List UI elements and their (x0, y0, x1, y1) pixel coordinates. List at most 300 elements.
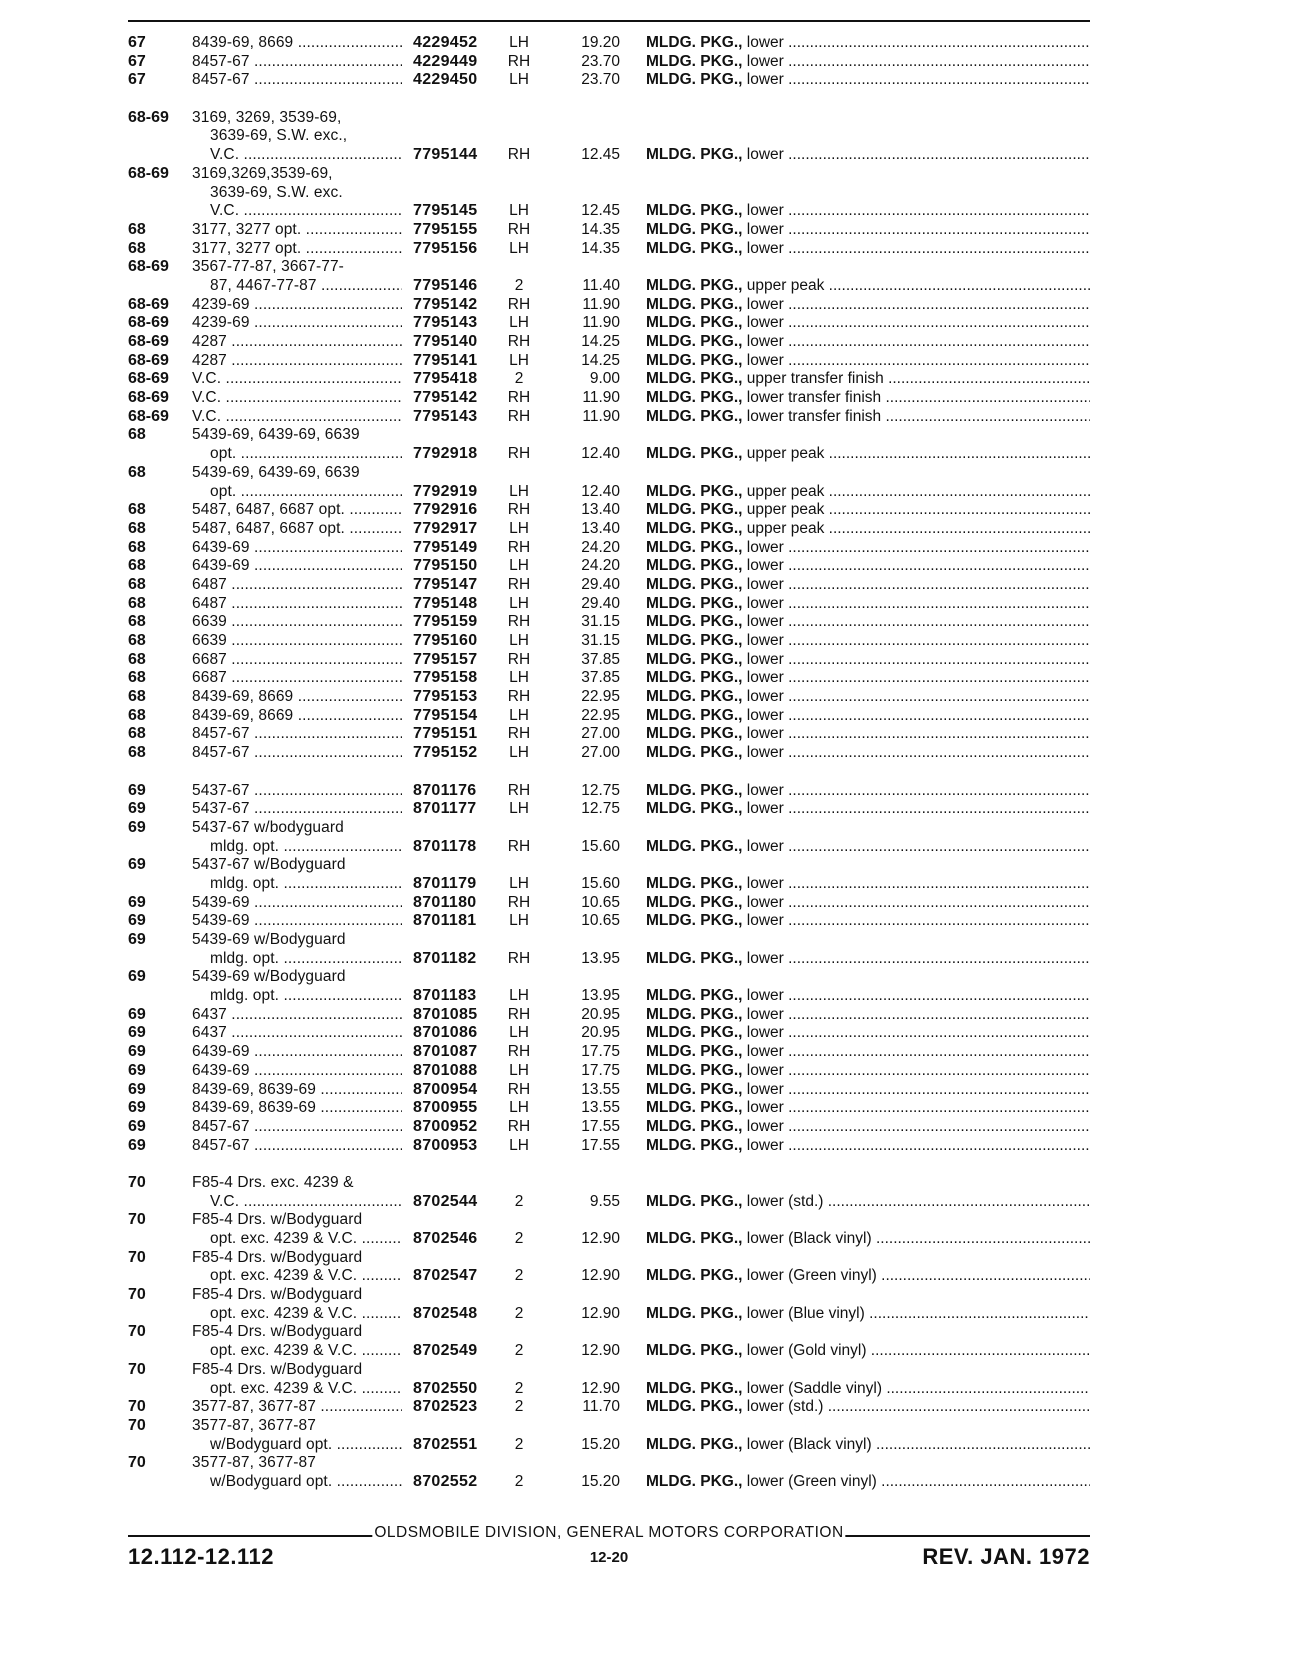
part-number: 8701182 (413, 949, 477, 967)
part-number: 8700953 (413, 1136, 478, 1154)
description-cell (646, 1436, 1090, 1455)
model-numbers: 4287 (192, 351, 227, 369)
table-row (128, 613, 1090, 632)
price: 29.40 (581, 575, 620, 593)
table-row (128, 184, 1090, 203)
description-name: MLDG. PKG., (646, 389, 743, 407)
description-cell (646, 838, 1090, 857)
description-name: MLDG. PKG., (646, 1192, 743, 1210)
model-cell (210, 483, 402, 502)
description-detail: lower transfer finish (746, 389, 882, 407)
description-name: MLDG. PKG., (646, 1472, 743, 1490)
model-numbers: 5487, 6487, 6687 opt. (192, 501, 345, 519)
model-numbers: 6439-69 (192, 1043, 250, 1061)
description-detail: lower (746, 744, 784, 762)
description-cell (646, 1305, 1090, 1324)
model-year: 69 (128, 1117, 146, 1135)
model-year: 67 (128, 34, 146, 51)
description-cell (646, 875, 1090, 894)
model-numbers: opt. exc. 4239 & V.C. (210, 1379, 358, 1397)
part-number: 7795150 (413, 557, 478, 575)
description-cell (646, 1398, 1090, 1417)
side-or-quantity: RH (507, 295, 531, 313)
model-cell (192, 782, 402, 801)
table-row (128, 539, 1090, 558)
description-cell (646, 221, 1090, 240)
table-row (128, 1267, 1090, 1286)
description-cell (646, 632, 1090, 651)
description-detail: lower (746, 34, 784, 51)
description-name: MLDG. PKG., (646, 744, 743, 762)
description-cell (646, 501, 1090, 520)
table-row (128, 1211, 1090, 1230)
description-detail: lower (746, 1136, 784, 1154)
model-year: 70 (128, 1416, 146, 1434)
model-year: 68 (128, 594, 146, 612)
model-cell (210, 987, 402, 1006)
description-name: MLDG. PKG., (646, 949, 743, 967)
model-numbers: 3639-69, S.W. exc., (210, 127, 348, 145)
side-or-quantity: RH (507, 893, 531, 911)
table-row (128, 1230, 1090, 1249)
model-cell (192, 669, 402, 688)
model-cell (192, 595, 402, 614)
model-cell (192, 539, 402, 558)
model-cell (192, 389, 402, 408)
table-row (128, 875, 1090, 894)
description-detail: lower (746, 146, 784, 164)
description-detail: upper peak (746, 482, 825, 500)
model-cell (192, 520, 402, 539)
model-year: 68-69 (128, 370, 169, 388)
price: 12.40 (581, 445, 620, 463)
description-cell (646, 1043, 1090, 1062)
model-numbers: 3567-77-87, 3667-77- (192, 258, 344, 276)
model-year: 70 (128, 1323, 146, 1341)
description-cell (646, 352, 1090, 371)
part-number: 8702546 (413, 1230, 478, 1247)
price: 13.55 (581, 1080, 620, 1098)
table-row (128, 1118, 1090, 1137)
model-year: 70 (128, 1454, 146, 1472)
model-numbers: mldg. opt. (210, 837, 280, 855)
model-numbers: w/Bodyguard opt. (210, 1472, 333, 1490)
model-year: 69 (128, 1061, 146, 1079)
model-numbers: 3169, 3269, 3539-69, (192, 108, 342, 126)
description-cell (646, 408, 1090, 427)
model-year: 68 (128, 650, 146, 668)
description-name: MLDG. PKG., (646, 445, 743, 463)
side-or-quantity: RH (507, 1117, 531, 1135)
description-detail: lower (std.) (746, 1398, 824, 1416)
description-name: MLDG. PKG., (646, 1080, 743, 1098)
part-number: 7795140 (413, 333, 478, 350)
side-or-quantity: LH (509, 594, 529, 612)
description-detail: lower (Blue vinyl) (746, 1304, 865, 1322)
part-number: 8700955 (413, 1099, 478, 1117)
model-cell (210, 1305, 402, 1324)
side-or-quantity: LH (509, 71, 529, 89)
price: 12.90 (581, 1267, 620, 1285)
part-number: 8701087 (413, 1043, 478, 1061)
model-year: 69 (128, 818, 146, 836)
price: 13.40 (581, 519, 620, 537)
description-detail: lower transfer finish (746, 407, 882, 425)
model-cell (210, 838, 402, 857)
model-year: 68 (128, 463, 146, 481)
part-number: 7795146 (413, 276, 478, 294)
description-detail: lower (746, 1080, 784, 1098)
table-row (128, 1398, 1090, 1417)
top-rule (128, 20, 1090, 22)
model-numbers: 5439-69 w/Bodyguard (192, 931, 346, 948)
part-number: 4229450 (413, 71, 478, 89)
table-row (128, 109, 1090, 128)
description-name: MLDG. PKG., (646, 613, 743, 631)
table-row (128, 1380, 1090, 1399)
table-row (128, 1361, 1090, 1380)
part-number: 7795148 (413, 594, 478, 612)
footer-title: OLDSMOBILE DIVISION, GENERAL MOTORS CORPORATION (374, 1524, 844, 1541)
table-row (128, 258, 1090, 277)
model-numbers: 4287 (192, 333, 227, 350)
model-numbers: 3177, 3277 opt. (192, 220, 302, 238)
table-row (128, 240, 1090, 259)
model-cell (210, 1230, 402, 1249)
model-year: 68-69 (128, 295, 169, 313)
side-or-quantity: LH (509, 1099, 529, 1117)
model-numbers: F85-4 Drs. exc. 4239 & (192, 1173, 354, 1191)
model-numbers: 6437 (192, 1024, 227, 1042)
price: 12.40 (581, 482, 620, 500)
model-year: 68-69 (128, 108, 169, 126)
model-year: 68 (128, 632, 146, 649)
part-number: 7795142 (413, 295, 478, 313)
price: 37.85 (581, 650, 620, 668)
part-number: 8702550 (413, 1379, 478, 1397)
price: 12.75 (581, 781, 620, 799)
model-year: 69 (128, 1005, 146, 1023)
model-numbers: 5439-69 (192, 893, 250, 911)
model-year: 68 (128, 669, 146, 687)
description-detail: lower (746, 333, 784, 350)
parts-table (128, 34, 1090, 1492)
description-name: MLDG. PKG., (646, 557, 743, 575)
description-detail: lower (746, 1043, 784, 1061)
model-year: 68 (128, 239, 146, 257)
description-detail: lower (Saddle vinyl) (746, 1379, 883, 1397)
part-number: 7795145 (413, 202, 478, 220)
model-year: 68 (128, 538, 146, 556)
model-numbers: 6439-69 (192, 557, 250, 575)
model-cell (210, 127, 402, 146)
description-name: MLDG. PKG., (646, 1024, 743, 1042)
table-row (128, 314, 1090, 333)
model-numbers: 6639 (192, 632, 227, 649)
table-row (128, 1193, 1090, 1212)
part-number: 7795418 (413, 370, 478, 388)
table-row (128, 1305, 1090, 1324)
description-detail: lower (746, 912, 784, 930)
table-row (128, 277, 1090, 296)
model-numbers: opt. (210, 482, 237, 500)
description-cell (646, 576, 1090, 595)
price: 11.70 (582, 1398, 620, 1416)
model-numbers: V.C. (192, 407, 222, 425)
price: 11.90 (582, 407, 620, 425)
model-year: 69 (128, 893, 146, 911)
description-name: MLDG. PKG., (646, 1043, 743, 1061)
model-cell (192, 221, 402, 240)
table-row (128, 408, 1090, 427)
part-number: 7792918 (413, 445, 478, 463)
table-row (128, 146, 1090, 165)
side-or-quantity: RH (507, 538, 531, 556)
description-name: MLDG. PKG., (646, 407, 743, 425)
model-cell (192, 557, 402, 576)
model-cell (192, 651, 402, 670)
price: 11.90 (582, 314, 620, 332)
price: 11.40 (582, 276, 620, 294)
part-number: 7795142 (413, 389, 478, 407)
price: 22.95 (581, 688, 620, 706)
model-year: 68-69 (128, 314, 169, 332)
side-or-quantity: 2 (514, 1267, 524, 1285)
model-numbers: 8439-69, 8639-69 (192, 1099, 316, 1117)
part-number: 7792919 (413, 482, 478, 500)
description-name: MLDG. PKG., (646, 1061, 743, 1079)
model-numbers: 3577-87, 3677-87 (192, 1398, 316, 1416)
table-row (128, 688, 1090, 707)
table-row (128, 819, 1090, 838)
description-detail: upper peak (746, 501, 825, 519)
description-cell (646, 1099, 1090, 1118)
description-detail: upper peak (746, 445, 825, 463)
table-row (128, 894, 1090, 913)
model-numbers: mldg. opt. (210, 949, 280, 967)
description-name: MLDG. PKG., (646, 650, 743, 668)
table-row (128, 912, 1090, 931)
description-name: MLDG. PKG., (646, 1117, 743, 1135)
model-cell (192, 240, 402, 259)
price: 24.20 (581, 538, 620, 556)
side-or-quantity: 2 (514, 1472, 524, 1490)
model-numbers: 8457-67 (192, 725, 250, 743)
model-cell (192, 1137, 402, 1156)
price: 10.65 (581, 893, 620, 911)
model-numbers: F85-4 Drs. w/Bodyguard (192, 1248, 363, 1266)
part-number: 7792917 (413, 519, 478, 537)
model-cell (192, 370, 402, 389)
model-numbers: 3177, 3277 opt. (192, 239, 302, 257)
table-row (128, 744, 1090, 763)
description-name: MLDG. PKG., (646, 538, 743, 556)
model-cell (210, 277, 402, 296)
model-numbers: F85-4 Drs. w/Bodyguard (192, 1211, 363, 1229)
model-year: 68 (128, 744, 146, 762)
group-spacer (128, 90, 1090, 109)
model-numbers: 5439-69 (192, 912, 250, 930)
description-name: MLDG. PKG., (646, 987, 743, 1005)
description-detail: lower (746, 650, 784, 668)
model-cell (192, 894, 402, 913)
table-row (128, 931, 1090, 950)
model-numbers: 8457-67 (192, 744, 250, 762)
side-or-quantity: LH (509, 202, 529, 220)
model-cell (192, 501, 402, 520)
table-row (128, 221, 1090, 240)
side-or-quantity: LH (509, 987, 529, 1005)
part-number: 7792916 (413, 501, 478, 519)
description-detail: lower (746, 314, 784, 332)
model-year: 69 (128, 1043, 146, 1061)
price: 12.45 (581, 146, 620, 164)
model-year: 70 (128, 1211, 146, 1229)
part-number: 8701177 (413, 800, 477, 818)
description-name: MLDG. PKG., (646, 1230, 743, 1247)
table-row (128, 202, 1090, 221)
model-numbers: 5439-69, 6439-69, 6639 (192, 463, 360, 481)
part-number: 8702548 (413, 1304, 478, 1322)
side-or-quantity: 2 (514, 1342, 524, 1360)
price: 22.95 (581, 706, 620, 724)
model-cell (192, 1118, 402, 1137)
description-detail: lower (746, 351, 784, 369)
part-number: 4229449 (413, 52, 478, 70)
side-or-quantity: RH (507, 575, 531, 593)
table-row (128, 165, 1090, 184)
description-name: MLDG. PKG., (646, 370, 743, 388)
description-cell (646, 613, 1090, 632)
description-detail: lower (746, 295, 784, 313)
side-or-quantity: LH (509, 314, 529, 332)
model-cell (192, 1043, 402, 1062)
description-cell (646, 333, 1090, 352)
model-cell (192, 800, 402, 819)
part-number: 8701088 (413, 1061, 478, 1079)
model-cell (210, 1380, 402, 1399)
side-or-quantity: LH (509, 482, 529, 500)
price: 11.90 (582, 295, 620, 313)
description-cell (646, 483, 1090, 502)
model-cell (192, 333, 402, 352)
description-detail: lower (746, 800, 784, 818)
price: 14.25 (581, 333, 620, 350)
model-cell (210, 1193, 402, 1212)
description-name: MLDG. PKG., (646, 706, 743, 724)
table-row (128, 464, 1090, 483)
model-year: 68-69 (128, 258, 169, 276)
model-cell (192, 968, 402, 987)
model-numbers: 5487, 6487, 6687 opt. (192, 519, 345, 537)
model-numbers: F85-4 Drs. w/Bodyguard (192, 1286, 363, 1304)
description-detail: upper peak (746, 519, 825, 537)
model-cell (192, 1081, 402, 1100)
side-or-quantity: 2 (514, 1398, 524, 1416)
part-number: 7795141 (413, 351, 478, 369)
side-or-quantity: RH (507, 949, 531, 967)
model-numbers: 6639 (192, 613, 227, 631)
table-row (128, 1454, 1090, 1473)
table-row (128, 1286, 1090, 1305)
model-cell (210, 146, 402, 165)
description-cell (646, 1473, 1090, 1492)
model-cell (210, 1267, 402, 1286)
side-or-quantity: 2 (514, 1435, 524, 1453)
description-name: MLDG. PKG., (646, 239, 743, 257)
description-detail: lower (Green vinyl) (746, 1267, 877, 1285)
side-or-quantity: LH (509, 351, 529, 369)
model-numbers: 6687 (192, 669, 227, 687)
price: 13.40 (581, 501, 620, 519)
description-cell (646, 146, 1090, 165)
model-numbers: 6687 (192, 650, 227, 668)
description-cell (646, 296, 1090, 315)
description-detail: upper peak (746, 276, 825, 294)
description-detail: lower (746, 837, 784, 855)
description-name: MLDG. PKG., (646, 1304, 743, 1322)
table-row (128, 370, 1090, 389)
table-row (128, 445, 1090, 464)
table-row (128, 838, 1090, 857)
model-cell (192, 1454, 402, 1473)
price: 20.95 (581, 1024, 620, 1042)
description-detail: lower (746, 239, 784, 257)
description-cell (646, 688, 1090, 707)
model-numbers: 5439-69 w/Bodyguard (192, 968, 346, 986)
description-cell (646, 314, 1090, 333)
price: 15.60 (581, 837, 620, 855)
description-cell (646, 71, 1090, 90)
model-cell (192, 707, 402, 726)
model-cell (192, 744, 402, 763)
part-number: 7795154 (413, 706, 478, 724)
price: 10.65 (581, 912, 620, 930)
model-numbers: 3577-87, 3677-87 (192, 1416, 316, 1434)
description-detail: lower (746, 1005, 784, 1023)
table-row (128, 483, 1090, 502)
table-row (128, 352, 1090, 371)
description-name: MLDG. PKG., (646, 1398, 743, 1416)
model-numbers: opt. (210, 445, 237, 463)
model-cell (192, 632, 402, 651)
description-detail: lower (746, 575, 784, 593)
model-cell (210, 950, 402, 969)
part-number: 7795158 (413, 669, 478, 687)
table-row (128, 389, 1090, 408)
table-row (128, 1174, 1090, 1193)
description-detail: lower (746, 557, 784, 575)
price: 17.55 (581, 1117, 620, 1135)
model-year: 70 (128, 1248, 146, 1266)
description-detail: lower (Gold vinyl) (746, 1342, 867, 1360)
table-row (128, 296, 1090, 315)
table-row (128, 856, 1090, 875)
price: 17.75 (581, 1043, 620, 1061)
description-cell (646, 894, 1090, 913)
model-year: 69 (128, 781, 146, 799)
table-row (128, 127, 1090, 146)
model-cell (192, 1211, 402, 1230)
model-cell (210, 1436, 402, 1455)
price: 15.60 (581, 874, 620, 892)
description-cell (646, 240, 1090, 259)
description-name: MLDG. PKG., (646, 725, 743, 743)
price: 37.85 (581, 669, 620, 687)
part-number: 7795160 (413, 632, 478, 649)
table-row (128, 1024, 1090, 1043)
description-cell (646, 1024, 1090, 1043)
